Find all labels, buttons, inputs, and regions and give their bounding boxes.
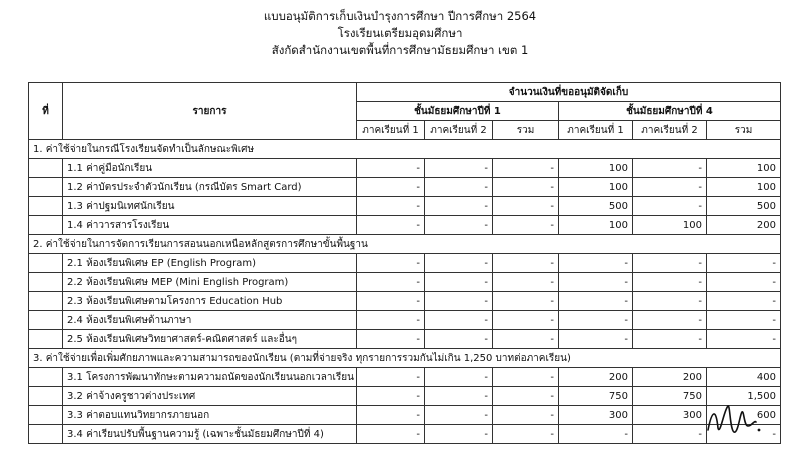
amount-cell-g1t1: - <box>357 273 425 292</box>
row-number-cell <box>29 311 63 330</box>
amount-cell-g4t1: - <box>559 330 633 349</box>
row-number-cell <box>29 387 63 406</box>
amount-cell-g1t1: - <box>357 178 425 197</box>
amount-cell-g1tot: - <box>493 254 559 273</box>
amount-cell-g1t2: - <box>425 159 493 178</box>
row-label: 3.4 ค่าเรียนปรับพื้นฐานความรู้ (เฉพาะชั้นมัธยมศึกษาปีที่ 4) <box>63 425 357 444</box>
amount-cell-g4tot: - <box>707 330 781 349</box>
table-row <box>29 311 781 330</box>
amount-cell-g4t1: - <box>559 292 633 311</box>
amount-cell-g4tot: - <box>707 273 781 292</box>
amount-cell-g1tot: - <box>493 368 559 387</box>
amount-cell-g4t1: - <box>559 425 633 444</box>
col-item-header: รายการ <box>63 83 357 140</box>
amount-cell-g4tot: - <box>707 254 781 273</box>
amount-cell-g1t2: - <box>425 178 493 197</box>
amount-cell-g4tot: 400 <box>707 368 781 387</box>
row-label: 1.2 ค่าบัตรประจำตัวนักเรียน (กรณีบัตร Smart Card) <box>63 178 357 197</box>
row-number-cell <box>29 292 63 311</box>
amount-cell-g4tot: 100 <box>707 178 781 197</box>
section-title: 2. ค่าใช้จ่ายในการจัดการเรียนการสอนนอกเหนือหลักสูตรการศึกษาขั้นพื้นฐาน <box>29 235 781 254</box>
table-row <box>29 406 781 425</box>
amount-cell-g1tot: - <box>493 159 559 178</box>
amount-cell-g1t1: - <box>357 311 425 330</box>
table-row <box>29 330 781 349</box>
table-row <box>29 387 781 406</box>
amount-cell-g1t1: - <box>357 254 425 273</box>
table-row <box>29 254 781 273</box>
title-line-2: โรงเรียนเตรียมอุดมศึกษา <box>337 26 463 40</box>
amount-cell-g4t2: 100 <box>633 216 707 235</box>
grade4-header: ชั้นมัธยมศึกษาปีที่ 4 <box>559 102 781 121</box>
amount-cell-g4t1: 750 <box>559 387 633 406</box>
amount-cell-g1t1: - <box>357 368 425 387</box>
amount-cell-g1tot: - <box>493 425 559 444</box>
amount-cell-g4tot: - <box>707 425 781 444</box>
row-number-cell <box>29 273 63 292</box>
row-label: 3.3 ค่าตอบแทนวิทยากรภายนอก <box>63 406 357 425</box>
fee-table <box>28 82 781 444</box>
row-label: 3.1 โครงการพัฒนาทักษะตามความถนัดของนักเรียนนอกเวลาเรียน <box>63 368 357 387</box>
amount-cell-g1tot: - <box>493 387 559 406</box>
amount-cell-g4tot: - <box>707 292 781 311</box>
amount-cell-g1t2: - <box>425 216 493 235</box>
row-label: 2.4 ห้องเรียนพิเศษด้านภาษา <box>63 311 357 330</box>
row-label: 1.4 ค่าวารสารโรงเรียน <box>63 216 357 235</box>
amount-cell-g1tot: - <box>493 292 559 311</box>
g1-total-header: รวม <box>493 121 559 140</box>
row-label: 3.2 ค่าจ้างครูชาวต่างประเทศ <box>63 387 357 406</box>
amount-cell-g1t1: - <box>357 159 425 178</box>
amount-cell-g1t1: - <box>357 292 425 311</box>
section-row <box>29 349 781 368</box>
col-no-header: ที่ <box>29 83 63 140</box>
row-number-cell <box>29 425 63 444</box>
amount-cell-g4t2: - <box>633 273 707 292</box>
section-title: 3. ค่าใช้จ่ายเพื่อเพิ่มศักยภาพและความสามารถของนักเรียน (ตามที่จ่ายจริง ทุกรายการรวมกันไม่เกิน 1,250 บาทต่อภาคเรียน) <box>29 349 781 368</box>
g1-term2-header: ภาคเรียนที่ 2 <box>425 121 493 140</box>
title-line-3: สังกัดสำนักงานเขตพื้นที่การศึกษามัธยมศึกษา เขต 1 <box>271 43 529 57</box>
row-label: 2.3 ห้องเรียนพิเศษตามโครงการ Education Hub <box>63 292 357 311</box>
amount-cell-g4tot: 500 <box>707 197 781 216</box>
amount-cell-g4t1: - <box>559 311 633 330</box>
section-row <box>29 140 781 159</box>
amount-cell-g1t1: - <box>357 330 425 349</box>
amount-cell-g1t2: - <box>425 197 493 216</box>
row-number-cell <box>29 254 63 273</box>
amount-cell-g1t1: - <box>357 197 425 216</box>
row-number-cell <box>29 197 63 216</box>
amount-cell-g4t2: 200 <box>633 368 707 387</box>
g4-term1-header: ภาคเรียนที่ 1 <box>559 121 633 140</box>
table-row <box>29 216 781 235</box>
table-row <box>29 178 781 197</box>
amount-cell-g4t2: - <box>633 159 707 178</box>
g1-term1-header: ภาคเรียนที่ 1 <box>357 121 425 140</box>
row-label: 2.5 ห้องเรียนพิเศษวิทยาศาสตร์-คณิตศาสตร์ และอื่นๆ <box>63 330 357 349</box>
amount-cell-g1tot: - <box>493 178 559 197</box>
table-row <box>29 273 781 292</box>
amount-cell-g4t1: 100 <box>559 159 633 178</box>
row-number-cell <box>29 368 63 387</box>
row-number-cell <box>29 216 63 235</box>
amount-cell-g4tot: 1,500 <box>707 387 781 406</box>
amount-cell-g4t2: - <box>633 197 707 216</box>
signature <box>704 400 764 440</box>
amount-cell-g4t2: - <box>633 425 707 444</box>
amount-cell-g1tot: - <box>493 330 559 349</box>
amount-cell-g4tot: 200 <box>707 216 781 235</box>
section-row <box>29 235 781 254</box>
amount-cell-g1tot: - <box>493 273 559 292</box>
table-row <box>29 292 781 311</box>
approved-amount-header: จำนวนเงินที่ขออนุมัติจัดเก็บ <box>357 83 781 102</box>
table-row <box>29 159 781 178</box>
table-row <box>29 425 781 444</box>
amount-cell-g1t2: - <box>425 406 493 425</box>
amount-cell-g4t1: 100 <box>559 216 633 235</box>
fee-table-body <box>29 140 781 444</box>
amount-cell-g4t2: - <box>633 311 707 330</box>
amount-cell-g1tot: - <box>493 216 559 235</box>
amount-cell-g1t2: - <box>425 311 493 330</box>
amount-cell-g4t1: - <box>559 254 633 273</box>
amount-cell-g4tot: 600 <box>707 406 781 425</box>
table-row <box>29 197 781 216</box>
section-title: 1. ค่าใช้จ่ายในกรณีโรงเรียนจัดทำเป็นลักษณะพิเศษ <box>29 140 781 159</box>
amount-cell-g4t1: 100 <box>559 178 633 197</box>
amount-cell-g4t1: 300 <box>559 406 633 425</box>
amount-cell-g1t2: - <box>425 368 493 387</box>
amount-cell-g1t2: - <box>425 387 493 406</box>
amount-cell-g1t2: - <box>425 330 493 349</box>
row-number-cell <box>29 159 63 178</box>
row-label: 1.3 ค่าปฐมนิเทศนักเรียน <box>63 197 357 216</box>
amount-cell-g4t1: 200 <box>559 368 633 387</box>
amount-cell-g1tot: - <box>493 406 559 425</box>
amount-cell-g1t2: - <box>425 292 493 311</box>
amount-cell-g4t2: - <box>633 330 707 349</box>
row-label: 1.1 ค่าคู่มือนักเรียน <box>63 159 357 178</box>
title-line-1: แบบอนุมัติการเก็บเงินบำรุงการศึกษา ปีการศึกษา 2564 <box>263 9 537 23</box>
amount-cell-g1t1: - <box>357 425 425 444</box>
amount-cell-g1t1: - <box>357 406 425 425</box>
amount-cell-g1t2: - <box>425 425 493 444</box>
row-label: 2.2 ห้องเรียนพิเศษ MEP (Mini English Program) <box>63 273 357 292</box>
row-label: 2.1 ห้องเรียนพิเศษ EP (English Program) <box>63 254 357 273</box>
amount-cell-g4t2: - <box>633 254 707 273</box>
table-row <box>29 368 781 387</box>
amount-cell-g4t1: - <box>559 273 633 292</box>
amount-cell-g4tot: 100 <box>707 159 781 178</box>
row-number-cell <box>29 406 63 425</box>
amount-cell-g4t1: 500 <box>559 197 633 216</box>
row-number-cell <box>29 178 63 197</box>
amount-cell-g4t2: - <box>633 292 707 311</box>
amount-cell-g1tot: - <box>493 311 559 330</box>
amount-cell-g4t2: 750 <box>633 387 707 406</box>
amount-cell-g1t2: - <box>425 273 493 292</box>
grade1-header: ชั้นมัธยมศึกษาปีที่ 1 <box>357 102 559 121</box>
amount-cell-g1t1: - <box>357 216 425 235</box>
document-header <box>0 8 800 59</box>
amount-cell-g1t1: - <box>357 387 425 406</box>
amount-cell-g4t2: - <box>633 178 707 197</box>
row-number-cell <box>29 330 63 349</box>
amount-cell-g1t2: - <box>425 254 493 273</box>
g4-term2-header: ภาคเรียนที่ 2 <box>633 121 707 140</box>
amount-cell-g4t2: 300 <box>633 406 707 425</box>
amount-cell-g4tot: - <box>707 311 781 330</box>
g4-total-header: รวม <box>707 121 781 140</box>
amount-cell-g1tot: - <box>493 197 559 216</box>
